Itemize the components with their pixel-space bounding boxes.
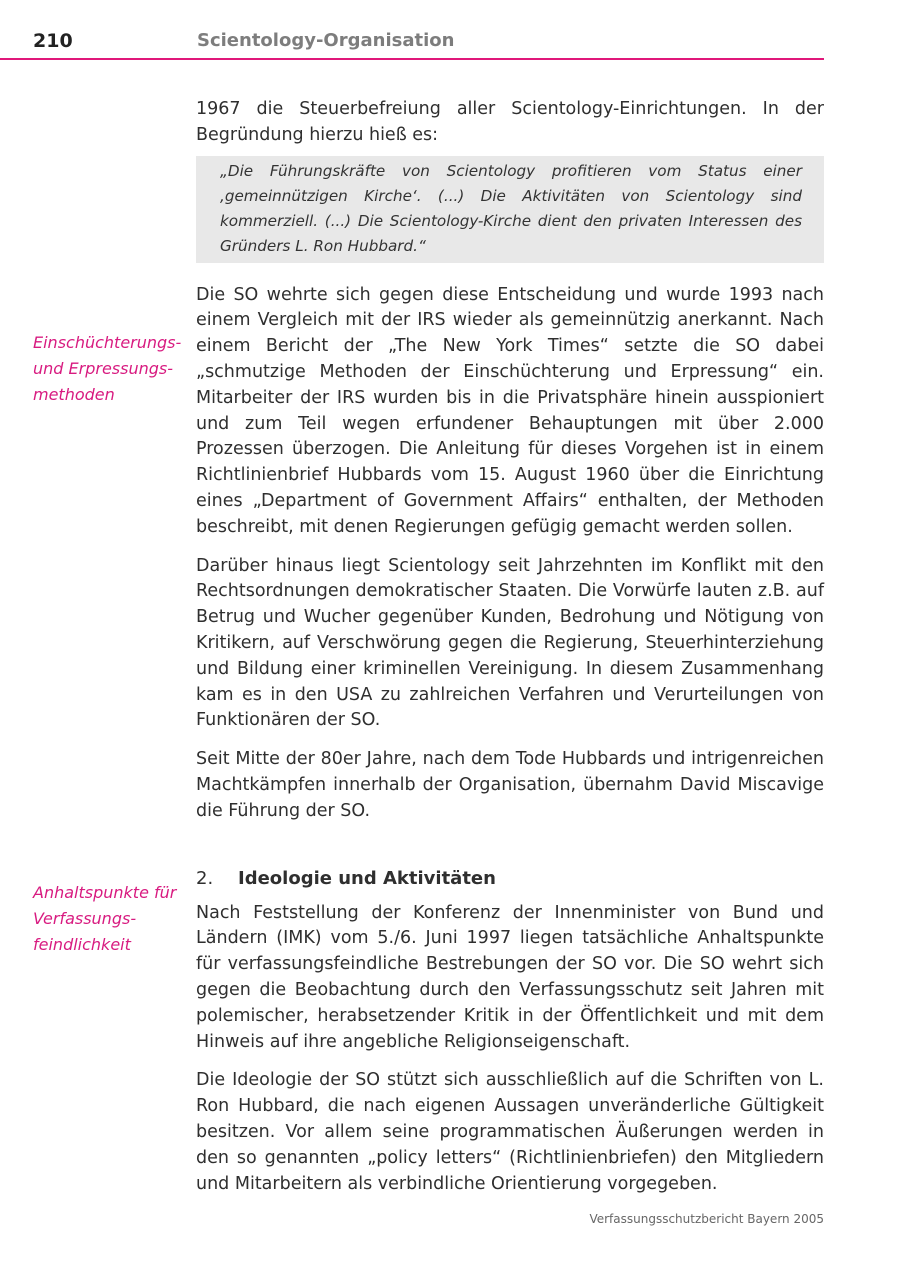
quote-block: „Die Führungskräfte von Scientology profitieren vom Status einer ‚gemeinnützigen Kirche‘. (...) Die Aktivitäten von Scientology sind kommerziell. (...) Die Scientology-Kirche dient den privaten Interessen des Gründers L. Ron Hubbard.“ (196, 156, 824, 263)
body-paragraph: Darüber hinaus liegt Scientology seit Jahrzehnten im Konflikt mit den Rechtsordnungen demokratischer Staaten. Die Vorwürfe lauten z.B. auf Betrug und Wucher gegenüber Kunden, Bedrohung und Nötigung von Kritikern, auf Verschwörung gegen die Regierung, Steuerhinterziehung und Bildung einer kriminellen Vereinigung. In diesem Zusammenhang kam es in den USA zu zahlreichen Verfahren und Verurteilungen von Funktionären der SO. (196, 555, 824, 731)
page-footer: Verfassungsschutzbericht Bayern 2005 (589, 1212, 824, 1226)
main-text (196, 97, 824, 1197)
intro-paragraph: 1967 die Steuerbefreiung aller Scientology-Einrichtungen. In der Begründung hierzu hieß es: (196, 99, 824, 145)
section-title: Ideologie und Aktivitäten (238, 867, 496, 889)
section-heading (196, 866, 824, 892)
section-number: 2. (196, 867, 214, 889)
page-header (0, 28, 824, 60)
section-paragraph: Die Ideologie der SO stützt sich ausschließlich auf die Schriften von L. Ron Hubbard, die nach eigenen Aussagen unveränderliche Gültigkeit besitzen. Vor allem seine programmatischen Äußerungen werden in den so genannten „policy letters“ (Richtlinienbriefen) den Mitgliedern und Mitarbeitern als verbindliche Orientierung vorgegeben. (196, 1070, 824, 1194)
sidenote-intimidation-methods: Einschüchterungs- und Erpressungs- methoden (33, 333, 182, 404)
section-paragraph: Nach Feststellung der Konferenz der Innenminister von Bund und Ländern (IMK) vom 5./6. Juni 1997 liegen tatsächliche Anhaltspunkte für verfassungsfeindliche Bestrebungen der SO vor. Die SO wehrt sich gegen die Beobachtung durch den Verfassungsschutz seit Jahren mit polemischer, herabsetzender Kritik in der Öffentlichkeit und mit dem Hinweis auf ihre angebliche Religionseigenschaft. (196, 902, 824, 1052)
body-paragraph: Die SO wehrte sich gegen diese Entscheidung und wurde 1993 nach einem Vergleich mit der IRS wieder als gemeinnützig anerkannt. Nach einem Bericht der „The New York Times“ setzte die SO dabei „schmutzige Methoden der Einschüchterung und Erpressung“ ein. Mitarbeiter der IRS wurden bis in die Privatsphäre hinein ausspioniert und zum Teil wegen erfundener Behauptungen mit über 2.000 Prozessen überzogen. Die Anleitung für dieses Vorgehen ist in einem Richtlinienbrief Hubbards vom 15. August 1960 über die Einrichtung eines „Department of Government Affairs“ enthalten, der Methoden beschreibt, mit denen Regierungen gefügig gemacht werden sollen. (196, 284, 824, 537)
running-title: Scientology-Organisation (197, 30, 455, 51)
sidenote-anticonstitutional-evidence: Anhaltspunkte für Verfassungs- feindlichkeit (33, 883, 177, 954)
page-number: 210 (33, 30, 73, 52)
body-paragraph: Seit Mitte der 80er Jahre, nach dem Tode Hubbards und intrigenreichen Machtkämpfen innerhalb der Organisation, übernahm David Miscavige die Führung der SO. (196, 749, 824, 821)
